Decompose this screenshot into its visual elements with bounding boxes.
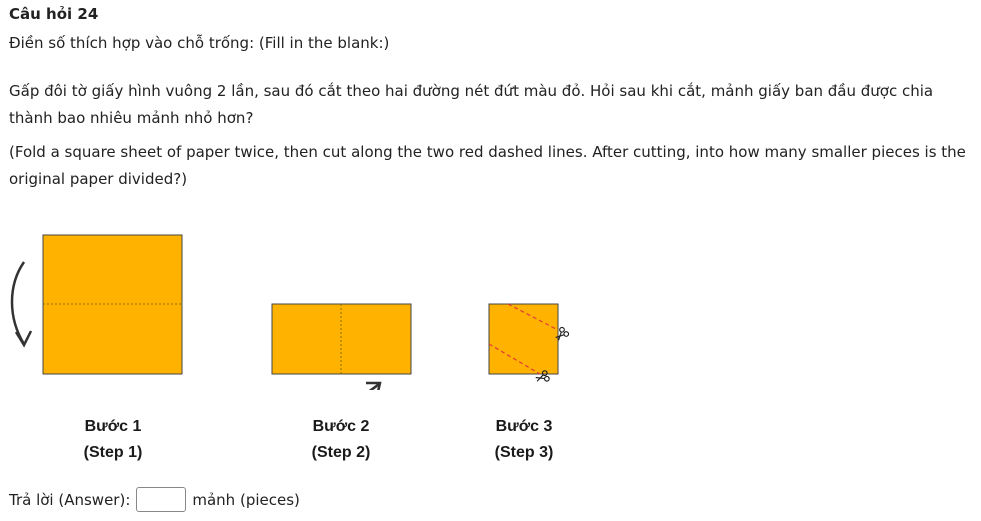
fold-right-arrow-icon [303,384,379,390]
step-1-diagram [12,235,182,374]
step-3-diagram [489,304,569,384]
fold-down-arrow-icon [12,262,24,344]
answer-label: Trả lời (Answer): [9,490,131,509]
step-3-label: Bước 3 (Step 3) [494,418,554,461]
step-2-rectangle-paper [272,304,411,374]
question-title: Câu hỏi 24 [9,5,99,23]
question-instruction: Điền số thích hợp vào chỗ trống: (Fill in the blank:) [9,34,390,52]
step-1-label: Bước 1 (Step 1) [83,418,143,461]
step-3-small-square-paper [489,304,558,374]
step-2-label: Bước 2 (Step 2) [311,418,371,461]
answer-input[interactable] [136,487,186,512]
answer-unit: mảnh (pieces) [192,490,300,509]
folding-figure [0,220,981,390]
question-text-en: (Fold a square sheet of paper twice, then cut along the two red dashed lines. After cutting, into how many smaller pieces is the original paper divided?) [9,143,966,188]
answer-row [9,487,300,512]
question-text-vi: Gấp đôi tờ giấy hình vuông 2 lần, sau đó cắt theo hai đường nét đứt màu đỏ. Hỏi sau khi cắt, mảnh giấy ban đầu được chia thành bao nhiêu mảnh nhỏ hơn? [9,82,934,127]
step-2-diagram [272,304,411,390]
